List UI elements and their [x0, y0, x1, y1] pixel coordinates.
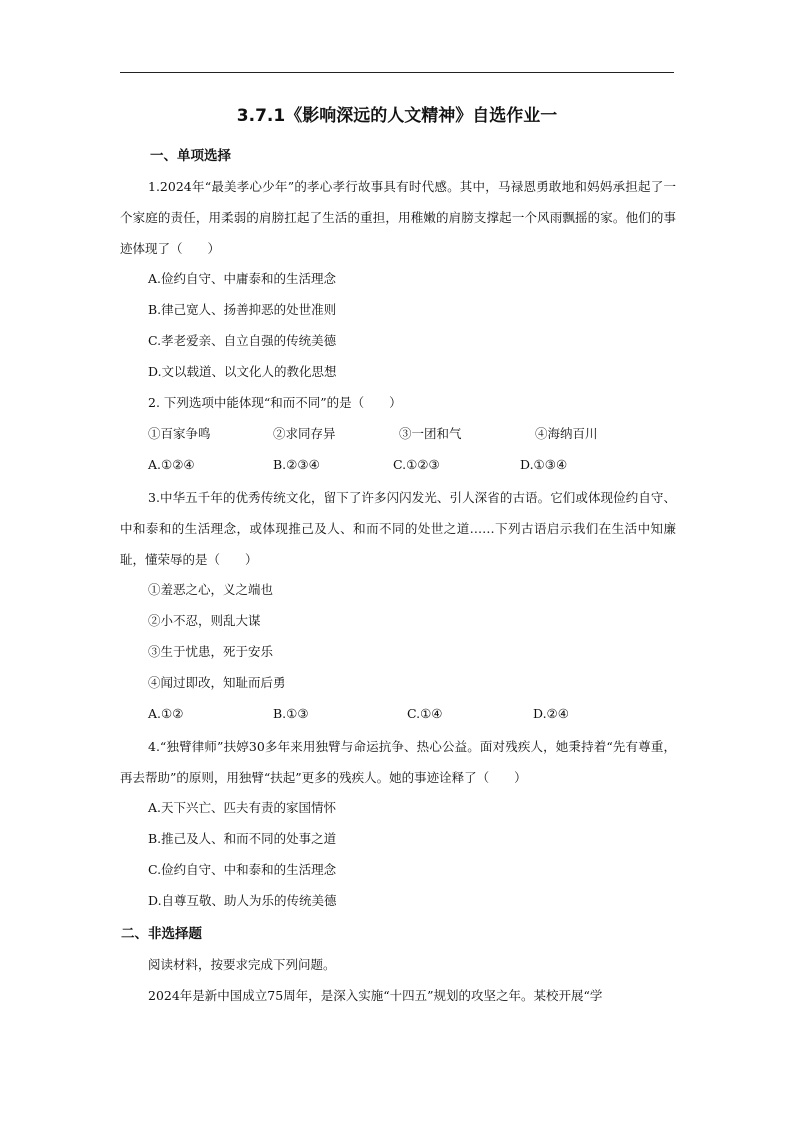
- question-3-option-b: B.①③: [273, 706, 309, 721]
- question-4-option-c: C.俭约自守、中和泰和的生活理念: [148, 862, 337, 877]
- header-rule: [120, 72, 674, 73]
- question-2-item-1: ①百家争鸣: [148, 426, 211, 441]
- question-2-option-c: C.①②③: [393, 457, 440, 472]
- question-1-option-d: D.文以载道、以文化人的教化思想: [148, 364, 337, 379]
- material-text: 2024年是新中国成立75周年，是深入实施“十四五”规划的攻坚之年。某校开展“学: [148, 988, 603, 1003]
- section-heading-non-choice: 二、非选择题: [121, 926, 202, 942]
- question-3-option-a: A.①②: [148, 706, 184, 721]
- question-4-stem: 4.“独臂律师”扶婷30多年来用独臂与命运抗争、热心公益。面对残疾人，她秉持着“先有尊重，再去帮助”的原则，用独臂“扶起”更多的残疾人。她的事迹诠释了（ ）: [120, 739, 676, 785]
- question-2-stem: 2. 下列选项中能体现“和而不同”的是（ ）: [148, 395, 402, 410]
- page-title: 3.7.1《影响深远的人文精神》自选作业一: [236, 106, 558, 126]
- question-2-option-d: D.①③④: [520, 457, 568, 472]
- question-2-item-3: ③一团和气: [399, 426, 462, 441]
- question-2-item-4: ④海纳百川: [535, 426, 598, 441]
- question-4-option-a: A.天下兴亡、匹夫有责的家国情怀: [148, 800, 337, 815]
- question-3-item-2: ②小不忍，则乱大谋: [148, 613, 261, 628]
- question-3-option-d: D.②④: [533, 706, 569, 721]
- question-3-stem: 3.中华五千年的优秀传统文化，留下了许多闪闪发光、引人深省的古语。它们或体现俭约自守、中和泰和的生活理念，或体现推己及人、和而不同的处世之道……下列古语启示我们在生活中知廉耻，懂荣辱的是（ ）: [120, 490, 676, 567]
- reading-instruction: 阅读材料，按要求完成下列问题。: [148, 957, 336, 972]
- question-3-item-3: ③生于忧患，死于安乐: [148, 644, 274, 659]
- question-2-option-b: B.②③④: [273, 457, 320, 472]
- question-2-item-2: ②求同存异: [273, 426, 336, 441]
- question-1-option-b: B.律己宽人、扬善抑恶的处世准则: [148, 302, 337, 317]
- question-4-option-d: D.自尊互敬、助人为乐的传统美德: [148, 893, 337, 908]
- question-1-option-c: C.孝老爱亲、自立自强的传统美德: [148, 333, 337, 348]
- question-4-option-b: B.推己及人、和而不同的处事之道: [148, 831, 337, 846]
- question-3-item-4: ④闻过即改，知耻而后勇: [148, 675, 286, 690]
- section-heading-single-choice: 一、单项选择: [150, 148, 231, 164]
- question-1-stem: 1.2024年“最美孝心少年”的孝心孝行故事具有时代感。其中，马禄恩勇敢地和妈妈承担起了一个家庭的责任，用柔弱的肩膀扛起了生活的重担，用稚嫩的肩膀支撑起一个风雨飘摇的家。他们的事迹体现了（ ）: [120, 179, 676, 256]
- question-3-option-c: C.①④: [407, 706, 443, 721]
- question-1-option-a: A.俭约自守、中庸泰和的生活理念: [148, 271, 337, 286]
- question-3-item-1: ①羞恶之心，义之端也: [148, 582, 274, 597]
- question-2-option-a: A.①②④: [148, 457, 195, 472]
